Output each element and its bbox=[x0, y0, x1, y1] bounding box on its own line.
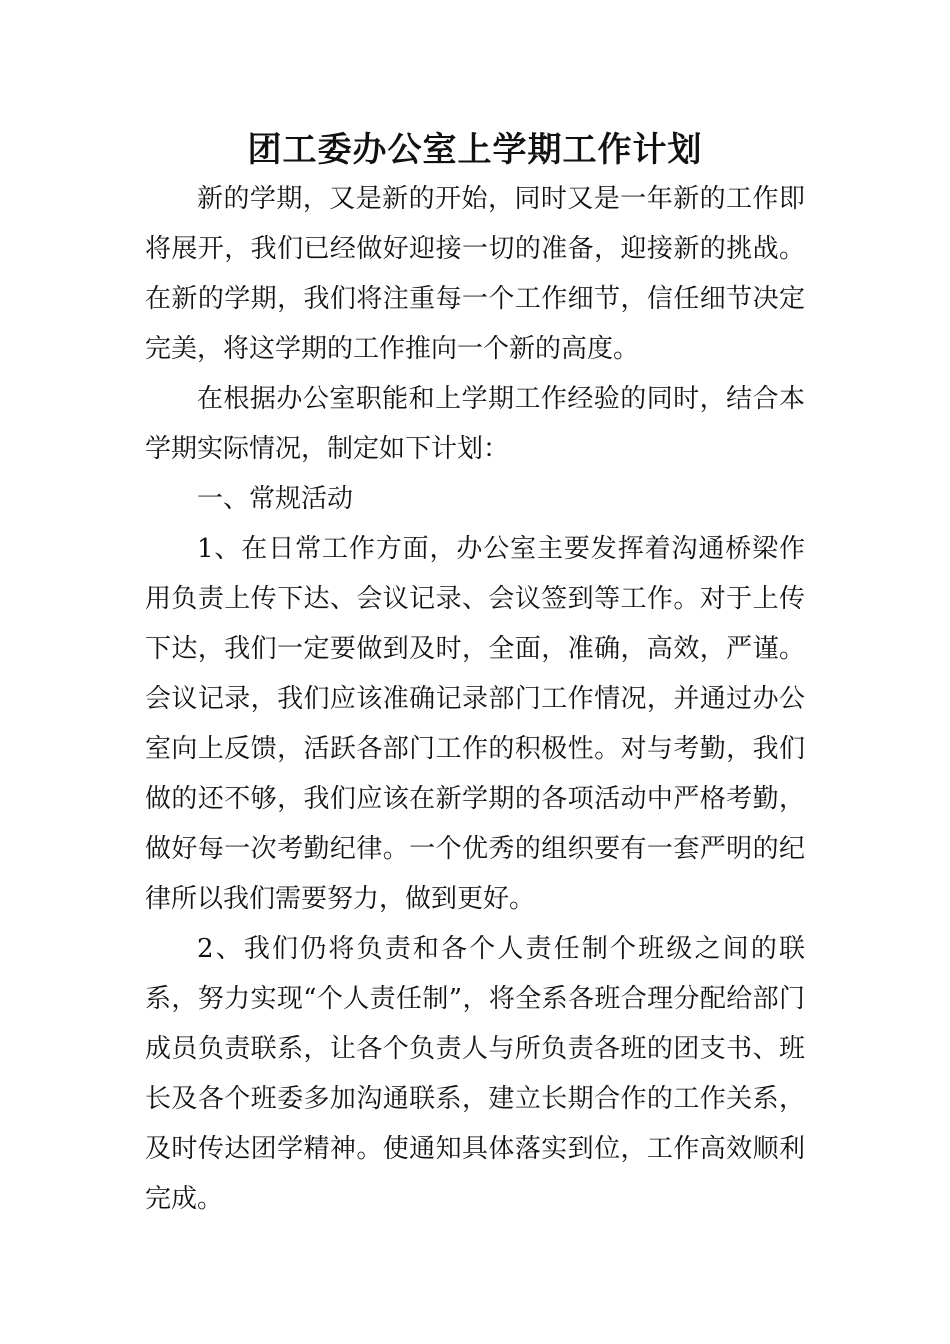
document-body bbox=[145, 174, 805, 1224]
section-heading-routine: 一、常规活动 bbox=[197, 484, 354, 514]
paragraph-basis: 在根据办公室职能和上学期工作经验的同时，结合本学期实际情况，制定如下计划： bbox=[145, 384, 805, 464]
document-title: 团工委办公室上学期工作计划 bbox=[247, 130, 703, 170]
paragraph-intro: 新的学期，又是新的开始，同时又是一年新的工作即将展开，我们已经做好迎接一切的准备，迎接新的挑战。在新的学期，我们将注重每一个工作细节，信任细节决定完美，将这学期的工作推向一个新的高度。 bbox=[145, 184, 805, 364]
paragraph-item-2: 2、我们仍将负责和各个人责任制个班级之间的联系，努力实现“个人责任制”，将全系各班合理分配给部门成员负责联系，让各个负责人与所负责各班的团支书、班长及各个班委多加沟通联系，建立长期合作的工作关系，及时传达团学精神。使通知具体落实到位，工作高效顺利完成。 bbox=[145, 934, 805, 1214]
paragraph-item-1: 1、在日常工作方面，办公室主要发挥着沟通桥梁作用负责上传下达、会议记录、会议签到等工作。对于上传下达，我们一定要做到及时，全面，准确，高效，严谨。会议记录，我们应该准确记录部门工作情况，并通过办公室向上反馈，活跃各部门工作的积极性。对与考勤，我们做的还不够，我们应该在新学期的各项活动中严格考勤，做好每一次考勤纪律。一个优秀的组织要有一套严明的纪律所以我们需要努力，做到更好。 bbox=[145, 534, 805, 914]
